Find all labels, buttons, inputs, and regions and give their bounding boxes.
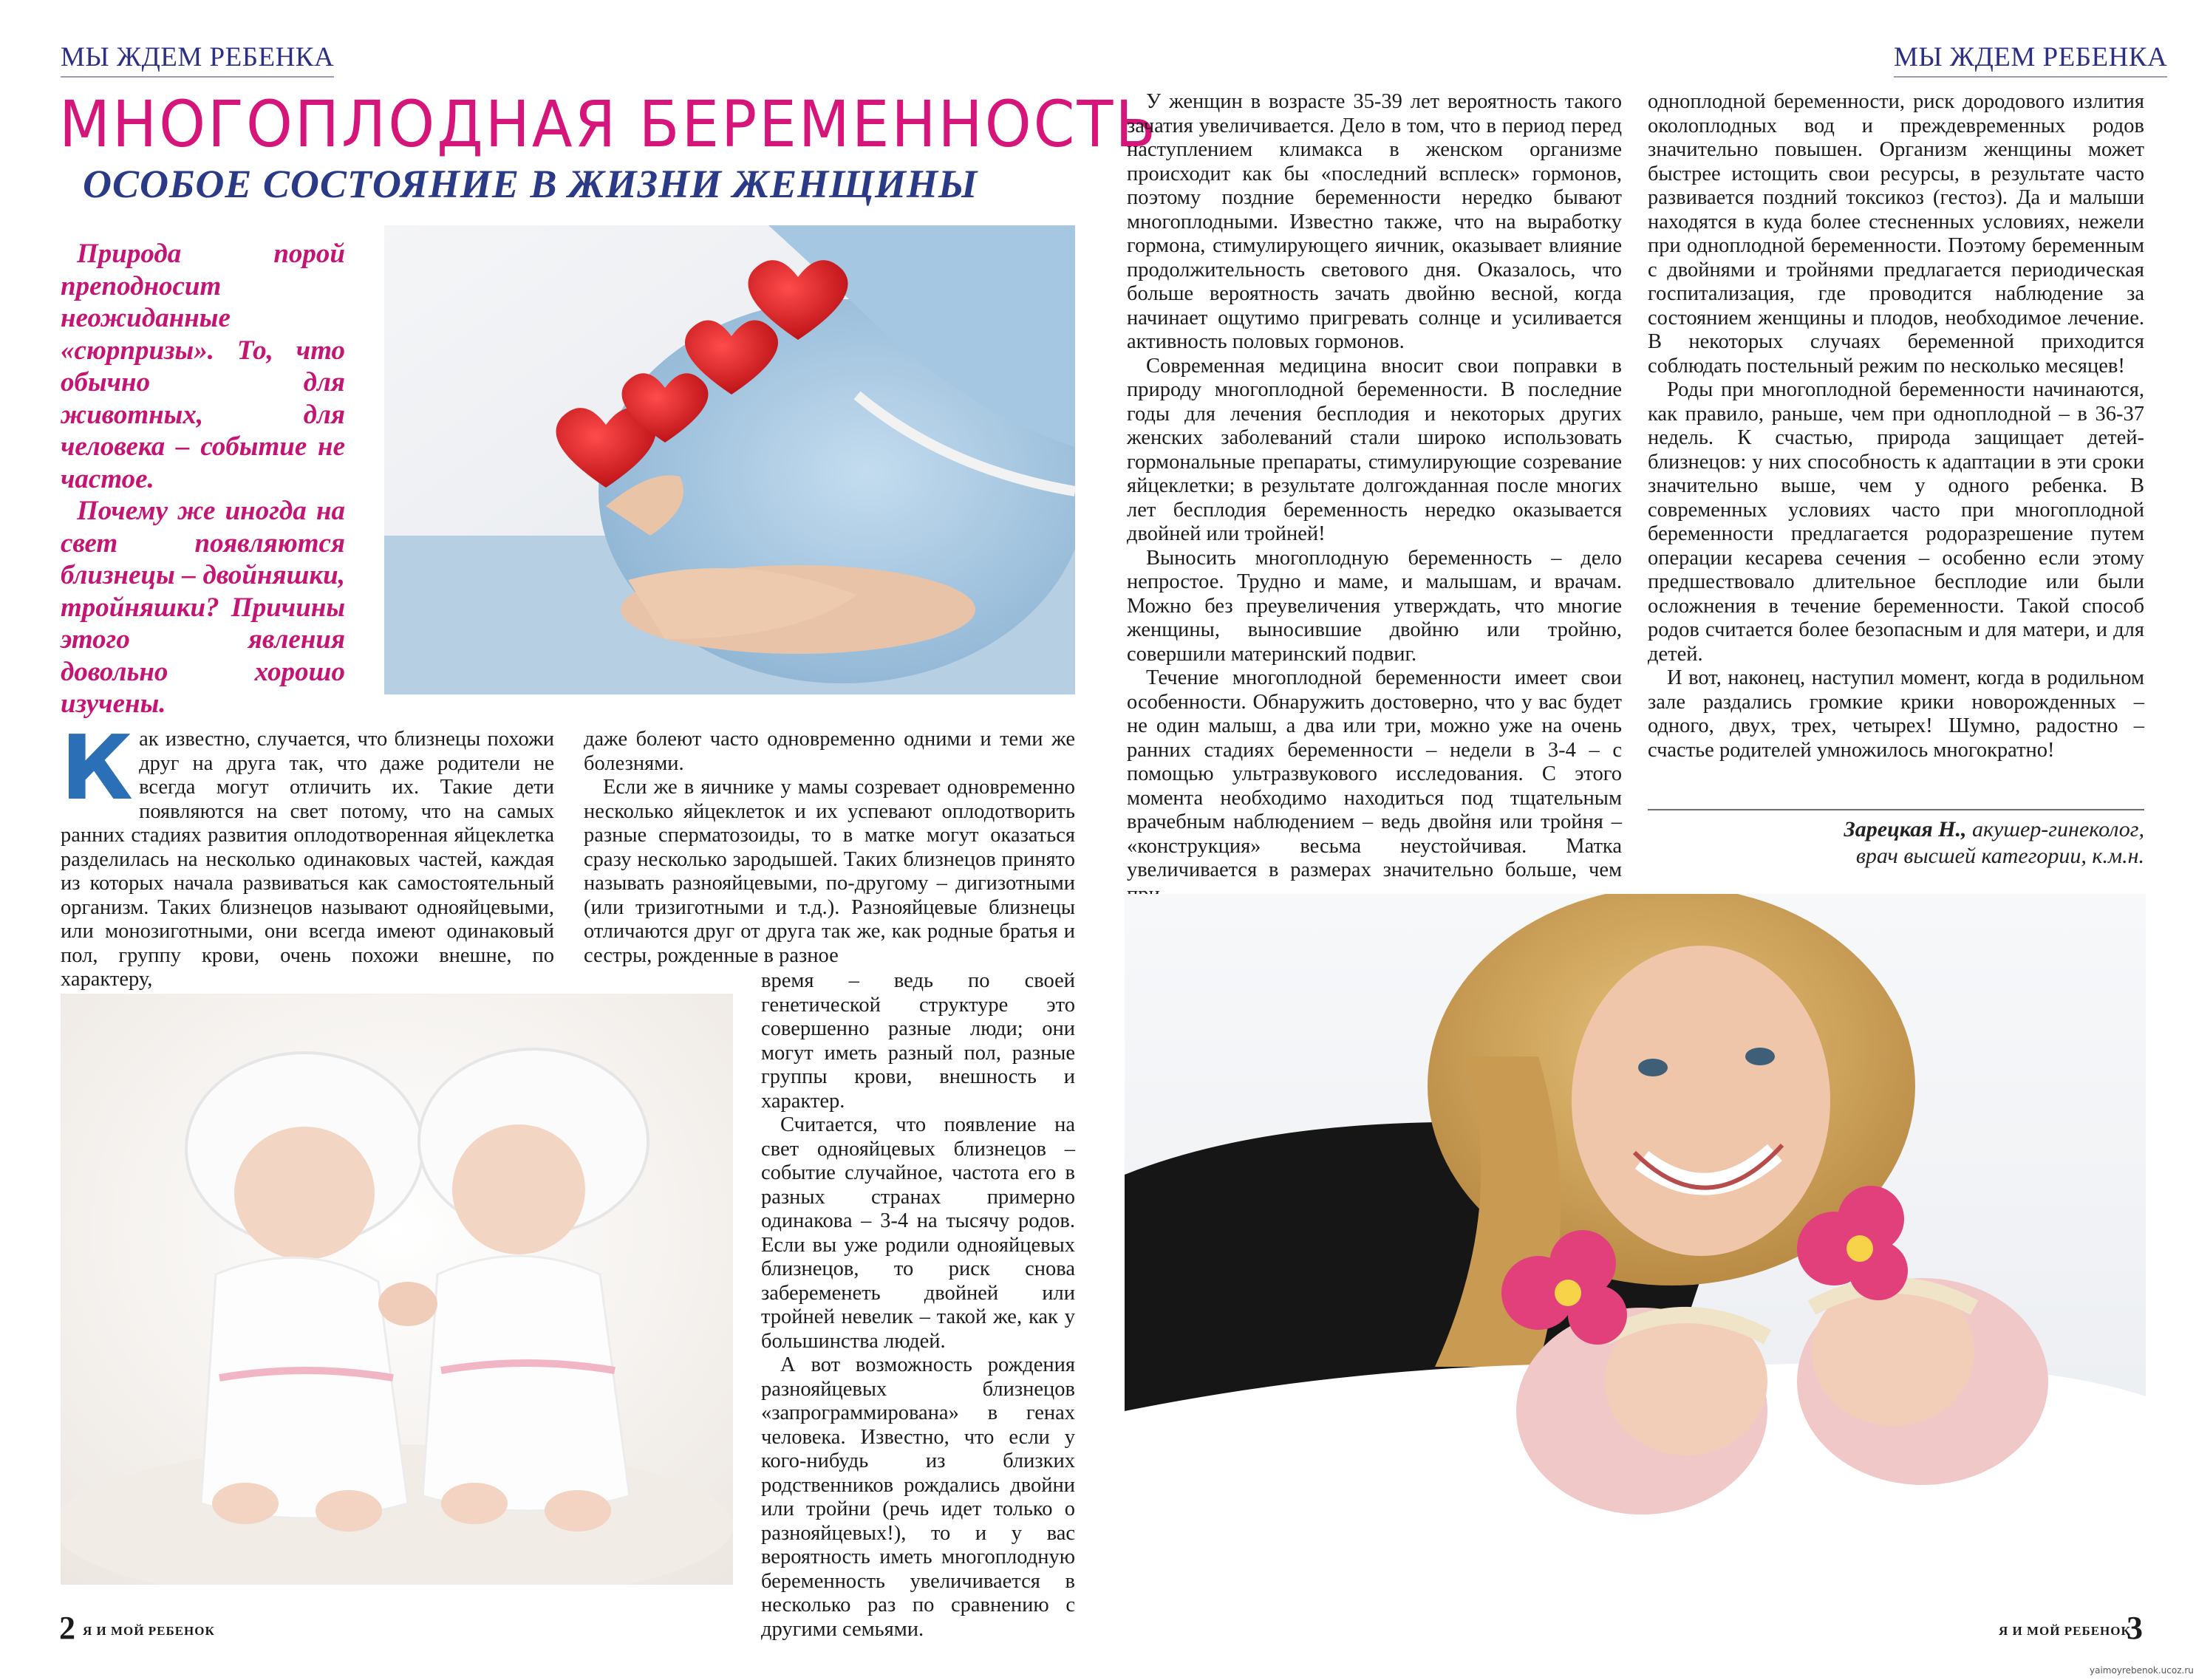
left-column-1: [61, 717, 554, 992]
body-paragraph: даже болеют часто одновременно одними и теми же болезнями.: [584, 728, 1075, 775]
signature-line-1: [1648, 816, 2144, 843]
right-section-tag: МЫ ЖДЕМ РЕБЕНКА: [1894, 41, 2167, 78]
paragraph-text: ак известно, случается, что близнецы похожи друг на друга так, что даже родители не всегда могут отличить их. Такие дети появляются на свет потому, что на самых ранних стадиях развития оплодотворенная яйцеклетка разделилась на несколько одинаковых частей, каждая из которых начала развиваться как самостоятельный организм. Таких близнецов называют однояйцевыми, или монозиготными, они всегда имеют одинаковый пол, группу крови, очень похожи внешне, по характеру,: [61, 728, 554, 991]
body-paragraph: Если же в яичнике у мамы созревает одновременно несколько яйцеклеток и их успевают оплодотворить разные сперматозоиды, то в матке могут оказаться сразу несколько зародышей. Таких близнецов принято называть разнояйцевыми, по-другому – дигизотными (или тризиготными и т.д.). Разнояйцевые близнецы отличаются друг от друга так же, как родные братья и сестры, рожденные в разное: [584, 776, 1075, 967]
author-title: врач высшей категории, к.м.н.: [1855, 844, 2144, 868]
signature-divider: [1648, 809, 2144, 810]
body-paragraph: Считается, что появление на свет однояйцевых близнецов – событие случайное, частота его в разных странах примерно одинакова – 3-4 на тысячу родов. Если вы уже родили однояйцевых близнецов, то риск снова забеременеть двойней или тройней невелик – такой же, как у большинства людей.: [761, 1113, 1075, 1353]
drop-cap: К: [61, 717, 134, 820]
left-magazine-name: Я И МОЙ РЕБЕНОК: [83, 1624, 215, 1638]
body-paragraph: И вот, наконец, наступил момент, когда в родильном зале раздались громкие крики новорожденных – одного, двух, трех, четырех! Шумно, радостно – счастье родителей умножилось многократно!: [1648, 666, 2144, 762]
body-paragraph: Течение многоплодной беременности имеет свои особенности. Обнаружить достоверно, что у вас будет не один малыш, а два или три, можно уже на очень ранних стадиях беременности – недели в 3-4 – с помощью ультразвукового исследования. С этого момента необходимо находиться под тщательным врачебным наблюдением – ведь двойня или тройня – «конструкция» весьма неустойчивая. Матка увеличивается в размерах значительно больше, чем: [1127, 666, 1622, 881]
body-paragraph: У женщин в возрасте 35-39 лет вероятность такого зачатия увеличивается. Дело в том, что в период перед наступлением климакса в женском организме происходит как бы «последний всплеск» гормонов, поэтому поздние беременности нередко бывают многоплодными. Известно также, что на выработку гормона, стимулирующего яичник, оказывает влияние продолжительность светового дня. Оказалось, что больше вероятность зачать двойню весной, когда начинает ощутимо пригревать солнце и усиливается активность половых гормонов.: [1127, 90, 1622, 353]
right-page-number: 3: [2127, 1610, 2143, 1646]
author-role: акушер-гинеколог,: [1966, 817, 2144, 841]
author-signature: [1648, 816, 2144, 870]
left-page-number: 2: [59, 1610, 75, 1646]
twin-babies-photo: [61, 994, 733, 1585]
article-title: МНОГОПЛОДНАЯ БЕРЕМЕННОСТЬ: [59, 87, 1159, 162]
body-paragraph: Роды при многоплодной беременности начинаются, как правило, раньше, чем при одноплодной – в 36-37 недель. К счастью, природа защищает детей-близнецов: у них способность к адаптации в эти сроки значительно выше, чем у одного ребенка. В современных условиях часто при многоплодной беременности предлагается родоразрешение путем операции кесарева сечения – особенно если этому предшествовало длительное бесплодие или были осложнения в течение беременности. Такой способ родов считается более безопасным и для матери, и для детей.: [1648, 378, 2144, 666]
website-watermark: yaimoyrebenok.ucoz.ru: [2090, 1665, 2194, 1676]
right-column-4: [1648, 90, 2144, 762]
body-paragraph: [61, 717, 554, 992]
pregnant-belly-photo: [384, 225, 1075, 694]
left-column-2: [584, 728, 1075, 968]
article-subtitle: ОСОБОЕ СОСТОЯНИЕ В ЖИЗНИ ЖЕНЩИНЫ: [83, 162, 978, 206]
left-section-tag: МЫ ЖДЕМ РЕБЕНКА: [61, 41, 334, 78]
body-paragraph: Выносить многоплодную беременность – дело непростое. Трудно и маме, и малышам, и врачам. Можно без преувеличения утверждать, что многие женщины, выносившие двойню или тройню, совершили материнский подвиг.: [1127, 546, 1622, 666]
author-name: Зарецкая Н.,: [1844, 817, 1967, 841]
lead-text: [61, 238, 345, 720]
lead-paragraph: Почему же иногда на свет появляются близнецы – двойняшки, тройняшки? Причины этого явления довольно хорошо изучены.: [61, 496, 345, 719]
body-paragraph: Современная медицина вносит свои поправки в природу многоплодной беременности. В последние годы для лечения бесплодия и некоторых других женских заболеваний стали широко использовать гормональные препараты, стимулирующие созревание яйцеклетки; в результате долгожданная после многих лет бесплодия беременность нередко оказывается двойней или тройней!: [1127, 354, 1622, 545]
body-paragraph: время – ведь по своей генетической структуре это совершенно разные люди; они могут иметь разный пол, разные группы крови, внешность и характер.: [761, 969, 1075, 1113]
body-paragraph: одноплодной беременности, риск дородового излития околоплодных вод и преждевременных родов значительно повышен. Организм женщины может быстрее истощить свои ресурсы, в результате часто развивается поздний токсикоз (гестоз). Да и малыши находятся в куда более стесненных условиях, нежели при одноплодной беременности. Поэтому беременным с двойнями и тройнями предлагается периодическая госпитализация, где проводится наблюдение за состоянием женщины и плодов, необходимое лечение. В некоторых случаях беременной приходится соблюдать постельный режим по несколько месяцев!: [1648, 90, 2144, 378]
body-paragraph: А вот возможность рождения разнояйцевых близнецов «запрограммирована» в генах человека. Известно, что если у кого-нибудь из близких родственников рождались двойни или тройни (речь идет только о разнояйцевых!), то и у вас вероятность иметь многоплодную беременность увеличивается в несколько раз по сравнению с другими семьями.: [761, 1353, 1075, 1641]
mother-with-twins-photo: [1125, 894, 2146, 1581]
lead-paragraph: Природа порой преподносит неожиданные «сюрпризы». То, что обычно для животных, для человека – событие не частое.: [61, 239, 345, 494]
right-column-3: [1127, 90, 1622, 906]
right-magazine-name: Я И МОЙ РЕБЕНОК: [1999, 1624, 2131, 1638]
left-column-2-narrow: [761, 969, 1075, 1642]
